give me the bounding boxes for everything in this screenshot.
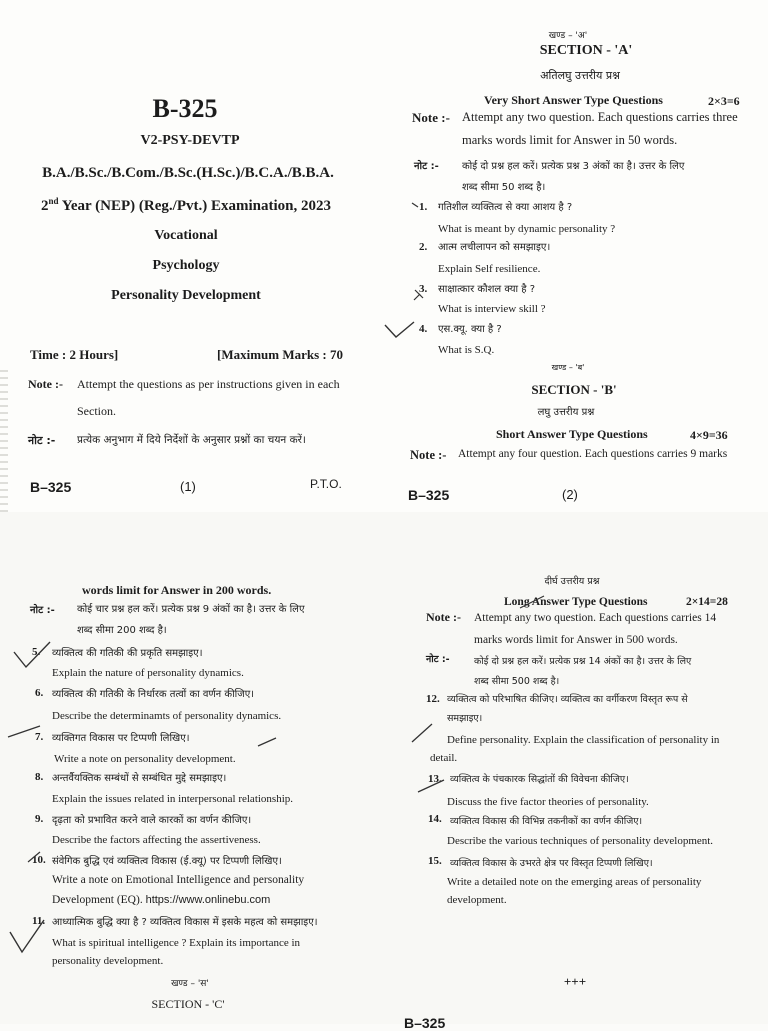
- type-b-hi: लघु उत्तरीय प्रश्न: [537, 407, 595, 418]
- note-a-text-2: marks words limit for Answer in 50 words.: [462, 133, 678, 147]
- max-marks-label: [Maximum Marks : 70: [217, 347, 344, 362]
- q11-en-2: personality development.: [52, 955, 164, 967]
- q6-hi: व्यक्तित्व की गतिकी के निर्धारक तत्वों का वर्णन कीजिए।: [52, 689, 255, 700]
- q1-num: 1.: [419, 201, 428, 213]
- section-b-title: SECTION - 'B': [531, 382, 617, 397]
- q5-num: 5.: [32, 646, 41, 658]
- q10-num: 10.: [32, 854, 46, 866]
- tick-mark-q3b: [415, 290, 423, 298]
- pen-stroke-q7: [258, 738, 276, 746]
- note-a-hi-label: नोट :-: [414, 161, 439, 172]
- note-a-hi-1: कोई दो प्रश्न हल करें। प्रत्येक प्रश्न 3 अंकों का है। उत्तर के लिए: [462, 161, 685, 172]
- tick-mark-q5: [14, 642, 50, 667]
- q8-hi: अन्तर्वैयक्तिक सम्बंधों से सम्बंधित मुद्दे समझाइए।: [52, 773, 227, 784]
- q12-en-1: Define personality. Explain the classification of personality in: [447, 734, 720, 746]
- section-a-title: SECTION - 'A': [539, 43, 633, 58]
- note-a-label: Note :-: [412, 110, 450, 125]
- footer-page-p2: (2): [562, 487, 578, 502]
- type-a-title: Very Short Answer Type Questions: [484, 93, 663, 107]
- q10-en-1: Write a note on Emotional Intelligence and personality: [52, 874, 305, 886]
- note-label: Note :-: [28, 377, 63, 391]
- footer-page-p1: (1): [180, 479, 196, 494]
- pen-marks-top: [0, 0, 768, 512]
- pen-stroke-note-c: [520, 596, 544, 608]
- footer-code-p4-partial: B–325: [404, 1015, 446, 1031]
- q1-hi: गतिशील व्यक्तित्व से क्या आशय है ?: [438, 202, 573, 213]
- note-b-label: Note :-: [410, 448, 447, 462]
- q9-en: Describe the factors affecting the assertiveness.: [52, 834, 261, 846]
- paper-title: Personality Development: [111, 288, 261, 303]
- section-c-hi: खण्ड – 'स': [171, 979, 209, 989]
- tick-mark-q1: [412, 203, 418, 207]
- subject-code: V2-PSY-DEVTP: [140, 133, 240, 148]
- footer-pto: P.T.O.: [310, 477, 342, 491]
- tick-mark-q7: [8, 726, 40, 737]
- note-hi-label: नोट :-: [28, 434, 56, 447]
- q8-en: Explain the issues related in interpersonal relationship.: [52, 793, 294, 805]
- q12-hi-1: व्यक्तित्व को परिभाषित कीजिए। व्यक्तित्व का वर्गीकरण विस्तृत रूप से: [447, 694, 688, 705]
- q2-en: Explain Self resilience.: [438, 263, 541, 275]
- p3-continuation: words limit for Answer in 200 words.: [82, 583, 272, 597]
- q2-num: 2.: [419, 241, 428, 253]
- q14-hi: व्यक्तित्व विकास की विभिन्न तकनीकों का वर्णन कीजिए।: [450, 816, 643, 827]
- section-a-hi: खण्ड – 'अ': [548, 31, 588, 41]
- q15-en-2: development.: [447, 894, 507, 906]
- year-sup: nd: [48, 196, 59, 206]
- q13-num: 13.: [428, 773, 442, 785]
- scan-edge-noise: [0, 370, 8, 530]
- q13-hi: व्यक्तित्व के पंचकारक सिद्धांतों की विवेचना कीजिए।: [450, 774, 629, 785]
- p3-note-hi-1: कोई चार प्रश्न हल करें। प्रत्येक प्रश्न 9 अंकों का है। उत्तर के लिए: [77, 604, 305, 615]
- q7-hi: व्यक्तिगत विकास पर टिप्पणी लिखिए।: [52, 733, 190, 744]
- q4-en: What is S.Q.: [438, 344, 495, 356]
- q12-num: 12.: [426, 693, 440, 705]
- q7-num: 7.: [35, 731, 44, 743]
- type-b-title: Short Answer Type Questions: [496, 427, 648, 441]
- note-c-label: Note :-: [426, 610, 461, 624]
- note-a-text-1: Attempt any two question. Each questions carries three: [462, 110, 738, 124]
- q4-hi: एस.क्यू. क्या है ?: [438, 324, 502, 335]
- type-a-hi: अतिलघु उत्तरीय प्रश्न: [540, 69, 620, 82]
- tick-mark-q4: [385, 322, 414, 337]
- note-c-hi-2: शब्द सीमा 500 शब्द है।: [474, 676, 560, 687]
- q15-en-1: Write a detailed note on the emerging areas of personality: [447, 876, 702, 888]
- q10-url[interactable]: https://www.onlinebu.com: [145, 894, 271, 906]
- footer-code-p1: B–325: [30, 479, 72, 495]
- q6-num: 6.: [35, 687, 44, 699]
- q15-hi: व्यक्तित्व विकास के उभरते क्षेत्र पर विस्तृत टिप्पणी लिखिए।: [450, 858, 653, 869]
- q9-hi: दृढ़ता को प्रभावित करने वाले कारकों का वर्णन कीजिए।: [52, 815, 252, 826]
- note-c-hi-1: कोई दो प्रश्न हल करें। प्रत्येक प्रश्न 14 अंकों का है। उत्तर के लिए: [474, 656, 692, 667]
- q3-hi: साक्षात्कार कौशल क्या है ?: [438, 284, 536, 295]
- section-c-title: SECTION - 'C': [151, 997, 225, 1011]
- note-c-hi-label: नोट :-: [426, 654, 450, 665]
- p3-note-hi-label: नोट :-: [30, 605, 55, 616]
- q14-en: Describe the various techniques of personality development.: [447, 835, 714, 847]
- year-ordinal: 2: [41, 198, 49, 214]
- q14-num: 14.: [428, 813, 442, 825]
- marks-c: 2×14=28: [686, 596, 728, 608]
- tick-mark-q11: [10, 920, 44, 952]
- type-c-hi: दीर्घ उत्तरीय प्रश्न: [544, 576, 600, 587]
- footer-code-p2: B–325: [408, 487, 450, 503]
- q13-en: Discuss the five factor theories of personality.: [447, 796, 649, 808]
- note-text-1: Attempt the questions as per instructions given in each: [77, 377, 340, 391]
- q3-en: What is interview skill ?: [438, 303, 546, 315]
- type-c-title: Long Answer Type Questions: [504, 596, 648, 608]
- tick-mark-q12: [412, 724, 432, 742]
- marks-a: 2×3=6: [708, 94, 740, 108]
- q12-hi-2: समझाइए।: [447, 713, 483, 724]
- q8-num: 8.: [35, 771, 44, 783]
- marks-b: 4×9=36: [690, 428, 728, 442]
- q9-num: 9.: [35, 813, 44, 825]
- pen-marks-bottom: [0, 512, 768, 1024]
- note-a-hi-2: शब्द सीमा 50 शब्द है।: [462, 182, 546, 193]
- q7-en: Write a note on personality development.: [54, 753, 236, 765]
- subject: Psychology: [152, 258, 220, 273]
- q5-hi: व्यक्तित्व की गतिकी की प्रकृति समझाइए।: [52, 648, 203, 659]
- top-scan-sheet: [0, 0, 768, 512]
- exam-text: Year (NEP) (Reg./Pvt.) Examination, 2023: [58, 198, 331, 214]
- q3-num: 3.: [419, 283, 428, 295]
- q11-en-1: What is spiritual intelligence ? Explain its importance in: [52, 937, 301, 949]
- q12-en-2: detail.: [430, 752, 458, 764]
- q1-en: What is meant by dynamic personality ?: [438, 223, 616, 235]
- tick-mark-q10: [28, 852, 40, 862]
- note-c-text-1: Attempt any two question. Each questions carries 14: [474, 612, 717, 624]
- note-text-2: Section.: [77, 404, 116, 418]
- note-hi-text: प्रत्येक अनुभाग में दिये निर्देशों के अनुसार प्रश्नों का चयन करें।: [77, 434, 306, 446]
- q2-hi: आत्म लचीलापन को समझाइए।: [438, 242, 551, 253]
- category: Vocational: [154, 228, 218, 243]
- p3-note-hi-2: शब्द सीमा 200 शब्द है।: [77, 625, 167, 636]
- time-label: Time : 2 Hours]: [30, 347, 119, 362]
- q5-en: Explain the nature of personality dynamics.: [52, 667, 244, 679]
- q11-hi: आध्यात्मिक बुद्धि क्या है ? व्यक्तित्व विकास में इसके महत्व को समझाइए।: [52, 917, 318, 928]
- q4-num: 4.: [419, 323, 428, 335]
- end-marker: +++: [563, 974, 587, 989]
- section-b-hi: खण्ड – 'ब': [551, 363, 585, 372]
- q10-en-2-text: Development (EQ).: [52, 894, 143, 906]
- q10-hi: संवेगिक बुद्धि एवं व्यक्तित्व विकास (ई.क्यू) पर टिप्पणी लिखिए।: [52, 856, 282, 867]
- q15-num: 15.: [428, 855, 442, 867]
- note-c-text-2: marks words limit for Answer in 500 words.: [474, 634, 678, 646]
- course-list: B.A./B.Sc./B.Com./B.Sc.(H.Sc.)/B.C.A./B.B.A.: [42, 165, 334, 181]
- q11-num: 11.: [32, 915, 46, 927]
- note-b-text: Attempt any four question. Each questions carries 9 marks: [458, 448, 728, 460]
- tick-mark-q13: [418, 780, 444, 792]
- q6-en: Describe the determinamts of personality dynamics.: [52, 710, 282, 722]
- paper-code: B-325: [152, 94, 218, 123]
- bottom-scan-sheet: [0, 512, 768, 1031]
